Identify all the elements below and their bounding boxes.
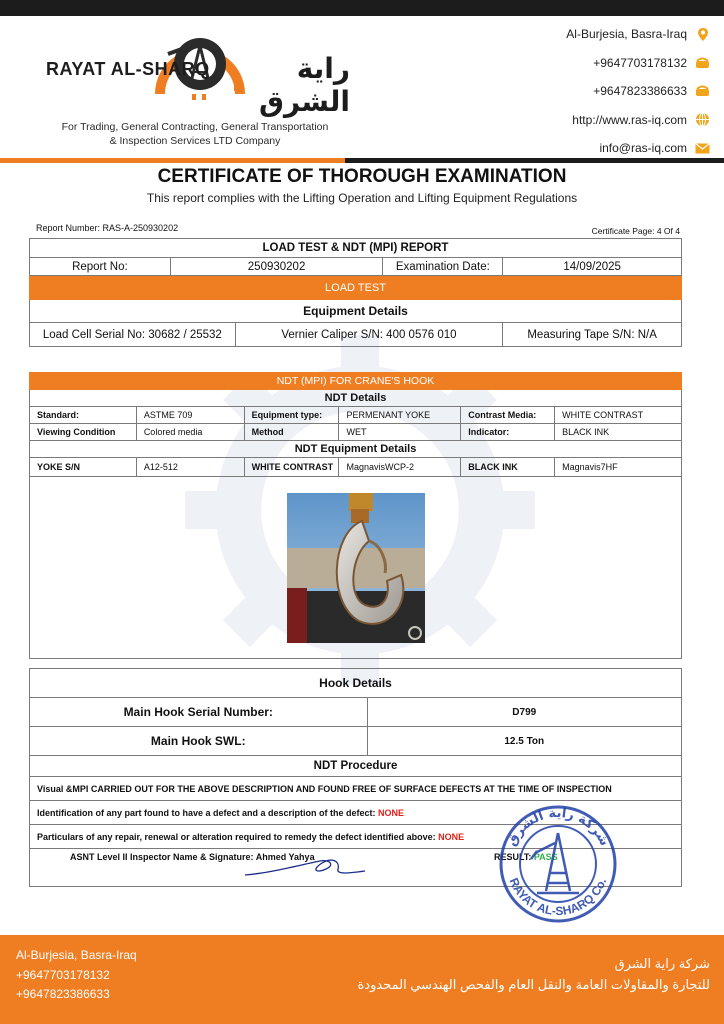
contact-address bbox=[490, 20, 710, 49]
certificate-page: Certificate Page: 4 Of 4 bbox=[591, 226, 680, 236]
footer-address: Al-Burjesia, Basra-Iraq bbox=[16, 948, 137, 962]
contact-website bbox=[490, 106, 710, 135]
contact-phone-1 bbox=[490, 49, 710, 78]
contact-email-text[interactable]: info@ras-iq.com bbox=[599, 141, 687, 156]
top-bar bbox=[0, 0, 724, 16]
stamp-bottom-text: RAYAT AL-SHARQ Co. bbox=[506, 875, 610, 919]
footer-arabic-line-1: شركة راية الشرق bbox=[614, 956, 710, 971]
company-logo bbox=[40, 24, 350, 152]
white-contrast-label: WHITE CONTRAST bbox=[244, 458, 339, 477]
logo-subtitle bbox=[40, 120, 350, 148]
contrast-media-value: WHITE CONTRAST bbox=[555, 407, 682, 424]
hook-photo-cell bbox=[30, 477, 682, 659]
hook-swl-label: Main Hook SWL: bbox=[30, 727, 368, 756]
header-divider-orange bbox=[0, 158, 345, 163]
procedure-line-2-value: NONE bbox=[378, 807, 405, 818]
report-title: LOAD TEST & NDT (MPI) REPORT bbox=[30, 239, 682, 258]
procedure-line-3-value: NONE bbox=[438, 831, 465, 842]
footer-contacts bbox=[16, 946, 137, 1005]
indicator-label: Indicator: bbox=[461, 424, 555, 441]
yoke-label: YOKE S/N bbox=[30, 458, 137, 477]
report-number: Report Number: RAS-A-250930202 bbox=[36, 223, 179, 233]
report-no-value: 250930202 bbox=[170, 258, 383, 276]
svg-text:شركة راية الشرق bbox=[504, 806, 612, 849]
header-divider-black bbox=[345, 158, 724, 163]
method-label: Method bbox=[244, 424, 339, 441]
footer-phone-2: +9647823386633 bbox=[16, 987, 110, 1001]
measuring-tape-serial: Measuring Tape S/N: N/A bbox=[503, 323, 682, 347]
equipment-type-label: Equipment type: bbox=[244, 407, 339, 424]
equipment-details-heading: Equipment Details bbox=[30, 300, 682, 323]
contact-phone-2-text: +9647823386633 bbox=[593, 84, 687, 99]
ndt-section-banner: NDT (MPI) FOR CRANE'S HOOK bbox=[30, 373, 682, 390]
logo-text-ar: راية الشرق bbox=[258, 53, 350, 117]
logo-subtitle-line1: For Trading, General Contracting, General Transportation bbox=[61, 121, 329, 133]
procedure-line-2-label: Identification of any part found to have a defect and a description of the defect: bbox=[37, 807, 379, 818]
contrast-media-label: Contrast Media: bbox=[461, 407, 555, 424]
inspector-signature bbox=[240, 853, 370, 883]
procedure-line-3-label: Particulars of any repair, renewal or alteration required to remedy the defect identified above: bbox=[37, 831, 439, 842]
footer-arabic bbox=[358, 953, 711, 995]
ndt-table bbox=[29, 372, 682, 659]
globe-icon bbox=[695, 112, 710, 127]
contact-website-text[interactable]: http://www.ras-iq.com bbox=[572, 112, 687, 127]
yoke-value: A12-512 bbox=[136, 458, 244, 477]
location-pin-icon bbox=[695, 27, 710, 42]
phone-icon bbox=[695, 55, 710, 70]
ndt-details-heading: NDT Details bbox=[30, 390, 682, 407]
stamp-top-text: شركة راية الشرق bbox=[504, 805, 612, 849]
standard-label: Standard: bbox=[30, 407, 137, 424]
ndt-procedure-heading: NDT Procedure bbox=[30, 756, 682, 777]
vernier-caliper-serial: Vernier Caliper S/N: 400 0576 010 bbox=[235, 323, 503, 347]
crane-hook-photo bbox=[287, 493, 425, 643]
load-cell-serial: Load Cell Serial No: 30682 / 25532 bbox=[30, 323, 236, 347]
method-value: WET bbox=[339, 424, 461, 441]
contact-address-text: Al-Burjesia, Basra-Iraq bbox=[566, 27, 687, 42]
footer-arabic-line-2: للتجارة والمقاولات العامة والنقل العام والفحص الهندسي المحدودة bbox=[357, 977, 710, 992]
contact-phone-1-text: +9647703178132 bbox=[593, 55, 687, 70]
black-ink-label: BLACK INK bbox=[461, 458, 555, 477]
black-ink-value: Magnavis7HF bbox=[555, 458, 682, 477]
load-test-table bbox=[29, 238, 682, 347]
phone-icon bbox=[695, 84, 710, 99]
exam-date-value: 14/09/2025 bbox=[503, 258, 682, 276]
standard-value: ASTME 709 bbox=[136, 407, 244, 424]
hook-serial-value: D799 bbox=[367, 698, 682, 727]
certificate-title: CERTIFICATE OF THOROUGH EXAMINATION bbox=[157, 166, 567, 187]
result-value: PASS bbox=[533, 852, 558, 862]
equipment-type-value: PERMENANT YOKE bbox=[339, 407, 461, 424]
viewing-condition-label: Viewing Condition bbox=[30, 424, 137, 441]
ndt-equipment-heading: NDT Equipment Details bbox=[30, 441, 682, 458]
envelope-icon bbox=[695, 141, 710, 156]
inspector-name: ASNT Level II Inspector Name & Signature: Ahmed Yahya bbox=[70, 852, 315, 862]
white-contrast-value: MagnavisWCP-2 bbox=[339, 458, 461, 477]
hook-swl-value: 12.5 Ton bbox=[367, 727, 682, 756]
company-stamp bbox=[497, 803, 619, 925]
indicator-value: BLACK INK bbox=[555, 424, 682, 441]
result-label: RESULT: bbox=[494, 852, 534, 862]
footer-phone-1: +9647703178132 bbox=[16, 967, 110, 982]
certificate-subtitle: This report complies with the Lifting Operation and Lifting Equipment Regulations bbox=[146, 191, 578, 205]
procedure-line-1: Visual &MPI CARRIED OUT FOR THE ABOVE DESCRIPTION AND FOUND FREE OF SURFACE DEFECTS AT THE TIME OF INSPECTION bbox=[30, 777, 682, 801]
hook-serial-label: Main Hook Serial Number: bbox=[30, 698, 368, 727]
logo-subtitle-line2: & Inspection Services LTD Company bbox=[109, 135, 281, 147]
footer bbox=[0, 935, 724, 1024]
viewing-condition-value: Colored media bbox=[136, 424, 244, 441]
contact-phone-2 bbox=[490, 77, 710, 106]
contact-block bbox=[490, 20, 710, 163]
load-test-banner: LOAD TEST bbox=[30, 276, 682, 300]
report-no-label: Report No: bbox=[30, 258, 171, 276]
logo-text-en: RAYAT AL-SHARQ bbox=[46, 59, 210, 79]
exam-date-label: Examination Date: bbox=[383, 258, 503, 276]
hook-details-heading: Hook Details bbox=[30, 669, 682, 698]
